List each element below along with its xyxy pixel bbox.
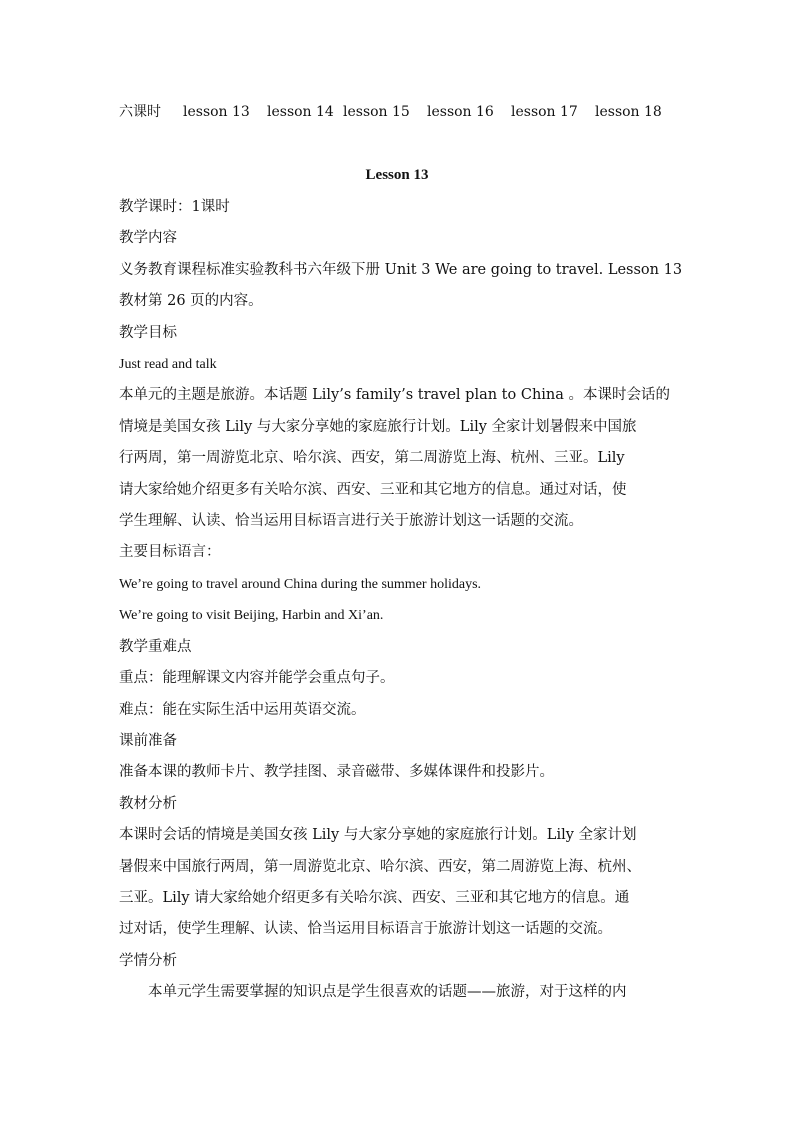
schedule-lesson: lesson 18	[595, 104, 662, 120]
analysis-line: 三亚。Lily 请大家给她介绍更多有关哈尔滨、西安、三亚和其它地方的信息。通	[119, 889, 630, 906]
section-heading-student-analysis: 学情分析	[119, 952, 177, 969]
difficulty-line: 难点：能在实际生活中运用英语交流。	[119, 701, 366, 718]
target-language-heading: 主要目标语言：	[119, 544, 221, 561]
objectives-line: 行两周，第一周游览北京、哈尔滨、西安，第二周游览上海、杭州、三亚。Lily	[119, 450, 625, 467]
target-sentence: We’re going to visit Beijing, Harbin and Xi’an.	[119, 608, 384, 624]
objectives-line: 情境是美国女孩 Lily 与大家分享她的家庭旅行计划。Lily 全家计划暑假来中国旅	[119, 418, 637, 435]
key-point-line: 重点：能理解课文内容并能学会重点句子。	[119, 670, 395, 687]
analysis-line: 过对话，使学生理解、认读、恰当运用目标语言于旅游计划这一话题的交流。	[119, 921, 612, 938]
content-line: 义务教育课程标准实验教科书六年级下册 Unit 3 We are going to travel. Lesson 13	[119, 261, 683, 278]
schedule-lesson: lesson 16	[427, 104, 494, 120]
section-heading-preparation: 课前准备	[119, 732, 177, 749]
lesson-body	[119, 192, 683, 1009]
objectives-line: 本单元的主题是旅游。本话题 Lily’s family’s travel plan to China 。本课时会话的	[119, 387, 671, 404]
schedule-lesson: lesson 17	[511, 104, 578, 120]
analysis-line: 暑假来中国旅行两周，第一周游览北京、哈尔滨、西安，第二周游览上海、杭州、	[119, 858, 641, 875]
objectives-line: 学生理解、认读、恰当运用目标语言进行关于旅游计划这一话题的交流。	[119, 513, 583, 530]
analysis-line: 本课时会话的情境是美国女孩 Lily 与大家分享她的家庭旅行计划。Lily 全家计划	[119, 827, 637, 844]
section-heading-objectives: 教学目标	[119, 324, 177, 341]
lesson-title: Lesson 13	[365, 167, 429, 183]
content-line: 教材第 26 页的内容。	[119, 293, 263, 310]
class-hours-line: 教学课时：1课时	[119, 199, 230, 215]
schedule-label: 六课时	[119, 104, 161, 120]
lesson-schedule	[119, 101, 719, 123]
section-heading-analysis: 教材分析	[119, 795, 177, 812]
objectives-subheading: Just read and talk	[119, 357, 217, 373]
schedule-lesson: lesson 14	[267, 104, 334, 120]
section-heading-key-points: 教学重难点	[119, 638, 192, 655]
schedule-lesson: lesson 15	[343, 104, 410, 120]
objectives-line: 请大家给她介绍更多有关哈尔滨、西安、三亚和其它地方的信息。通过对话，使	[119, 481, 627, 498]
target-sentence: We’re going to travel around China during the summer holidays.	[119, 576, 482, 592]
section-heading-content: 教学内容	[119, 230, 177, 247]
schedule-lesson: lesson 13	[183, 104, 250, 120]
student-analysis-line: 本单元学生需要掌握的知识点是学生很喜欢的话题——旅游，对于这样的内	[148, 984, 627, 1001]
preparation-line: 准备本课的教师卡片、教学挂图、录音磁带、多媒体课件和投影片。	[119, 764, 554, 781]
